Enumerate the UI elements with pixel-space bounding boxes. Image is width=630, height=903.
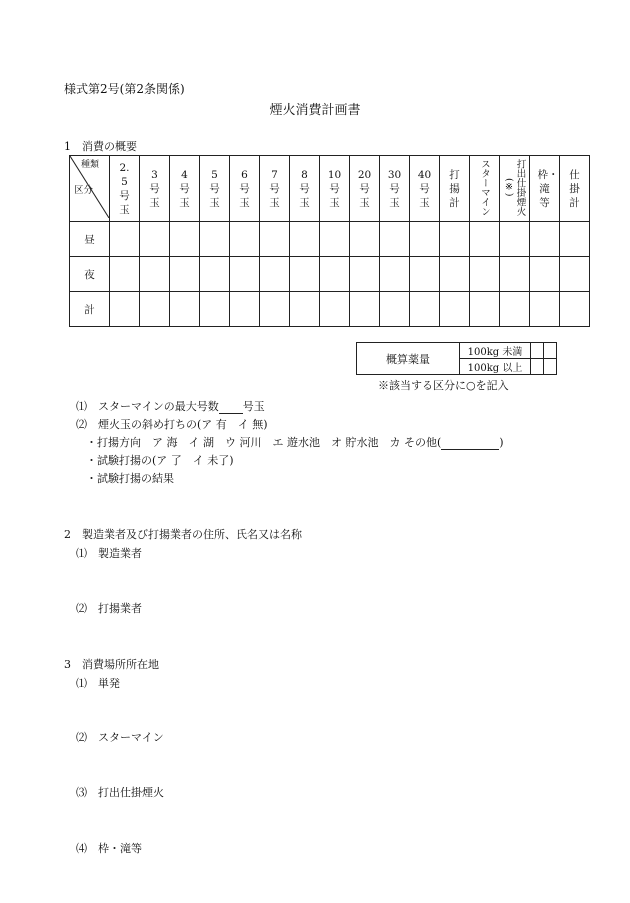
table-cell[interactable] [320,292,350,327]
form-number: 様式第2号(第2条関係) [64,82,185,96]
test-launch-line: ・試験打揚の(ア 了 イ 未了) [86,454,234,467]
table-row [70,257,590,292]
table-cell[interactable] [560,292,590,327]
launcher-label: ⑵ 打揚業者 [76,602,142,615]
col-header: 枠・滝等 [537,168,559,209]
table-cell[interactable] [350,222,380,257]
location-single: ⑴ 単発 [76,677,120,690]
table-cell[interactable] [530,292,560,327]
row-label: 夜 [70,257,110,292]
table-cell[interactable] [260,257,290,292]
table-cell[interactable] [350,292,380,327]
col-header: 8号玉 [299,168,310,209]
max-size-line [76,398,265,414]
table-cell[interactable] [170,257,200,292]
test-result-line: ・試験打揚の結果 [86,472,174,485]
table-cell[interactable] [410,257,440,292]
table-row [70,292,590,327]
table-cell[interactable] [140,222,170,257]
estimate-checkbox-over[interactable] [531,359,544,375]
col-header: 打揚計 [449,168,460,209]
table-cell[interactable] [290,292,320,327]
col-header: 4号玉 [179,168,190,209]
estimate-checkbox-under[interactable] [531,343,544,359]
estimate-quantity-table [356,342,557,375]
col-header: 3号玉 [149,168,160,209]
table-cell[interactable] [410,222,440,257]
table-header-row [70,156,590,222]
launch-direction-line [86,434,504,450]
table-cell[interactable] [500,257,530,292]
table-cell[interactable] [560,257,590,292]
col-header: 6号玉 [239,168,250,209]
table-cell[interactable] [530,257,560,292]
manufacturer-label: ⑴ 製造業者 [76,547,142,560]
table-cell[interactable] [320,257,350,292]
table-cell[interactable] [290,222,320,257]
page-title: 煙火消費計画書 [269,103,361,118]
header-kind-label: 種類 [80,160,99,170]
col-header: 打出仕掛煙火(※) [503,158,526,216]
max-size-field[interactable] [219,400,243,414]
table-cell[interactable] [260,222,290,257]
col-header: 30号玉 [387,168,402,209]
col-header: 2.5号玉 [119,161,130,216]
table-cell[interactable] [380,292,410,327]
max-size-label: ⑴ スターマインの最大号数 [76,400,219,413]
section3-heading: 3 消費場所所在地 [64,658,159,671]
table-cell[interactable] [290,257,320,292]
location-frame-waterfall: ⑷ 枠・滝等 [76,842,142,855]
other-direction-field[interactable] [441,436,499,450]
table-cell[interactable] [110,257,140,292]
col-header: 10号玉 [327,168,342,209]
table-cell[interactable] [200,257,230,292]
section2-heading: 2 製造業者及び打揚業者の住所、氏名又は名称 [64,528,302,541]
table-cell[interactable] [140,257,170,292]
table-cell[interactable] [260,292,290,327]
consumption-summary-table [69,155,590,327]
table-cell[interactable] [440,222,470,257]
table-cell[interactable] [170,222,200,257]
table-cell[interactable] [560,222,590,257]
estimate-option-over: 100kg 以上 [460,359,531,375]
col-header: スターマイン [479,158,490,216]
row-label: 昼 [70,222,110,257]
table-cell[interactable] [200,292,230,327]
table-cell[interactable] [110,222,140,257]
table-cell[interactable] [470,292,500,327]
estimate-checkbox-over-2[interactable] [544,359,557,375]
row-label: 計 [70,292,110,327]
estimate-label: 概算薬量 [357,343,460,375]
header-division-label: 区分 [74,185,94,196]
estimate-checkbox-under-2[interactable] [544,343,557,359]
col-header: 7号玉 [269,168,280,209]
table-cell[interactable] [230,292,260,327]
table-cell[interactable] [320,222,350,257]
table-cell[interactable] [500,222,530,257]
table-cell[interactable] [410,292,440,327]
col-header: 5号玉 [209,168,220,209]
table-cell[interactable] [530,222,560,257]
table-cell[interactable] [470,222,500,257]
table-cell[interactable] [230,222,260,257]
table-cell[interactable] [440,257,470,292]
table-cell[interactable] [440,292,470,327]
col-header: 仕掛計 [569,168,580,209]
table-cell[interactable] [470,257,500,292]
table-row [70,222,590,257]
oblique-line: ⑵ 煙火玉の斜め打ちの(ア 有 イ 無) [76,418,268,431]
estimate-note: ※該当する区分に○を記入 [378,379,509,392]
table-cell[interactable] [380,222,410,257]
max-size-unit: 号玉 [242,400,265,413]
table-cell[interactable] [350,257,380,292]
section1-heading: 1 消費の概要 [64,140,137,153]
table-cell[interactable] [200,222,230,257]
col-header: 20号玉 [357,168,372,209]
table-cell[interactable] [140,292,170,327]
table-cell[interactable] [230,257,260,292]
table-cell[interactable] [110,292,140,327]
estimate-option-under: 100kg 未満 [460,343,531,359]
table-cell[interactable] [380,257,410,292]
diagonal-header-cell [70,156,110,222]
launch-direction-label: ・打揚方向 ア 海 イ 湖 ウ 河川 エ 遊水池 オ 貯水池 カ その他( [86,436,442,449]
launch-direction-close: ) [499,436,504,449]
table-cell[interactable] [170,292,200,327]
col-header: 40号玉 [417,168,432,209]
table-cell[interactable] [500,292,530,327]
location-starmine: ⑵ スターマイン [76,731,164,744]
location-set-piece: ⑶ 打出仕掛煙火 [76,786,164,799]
